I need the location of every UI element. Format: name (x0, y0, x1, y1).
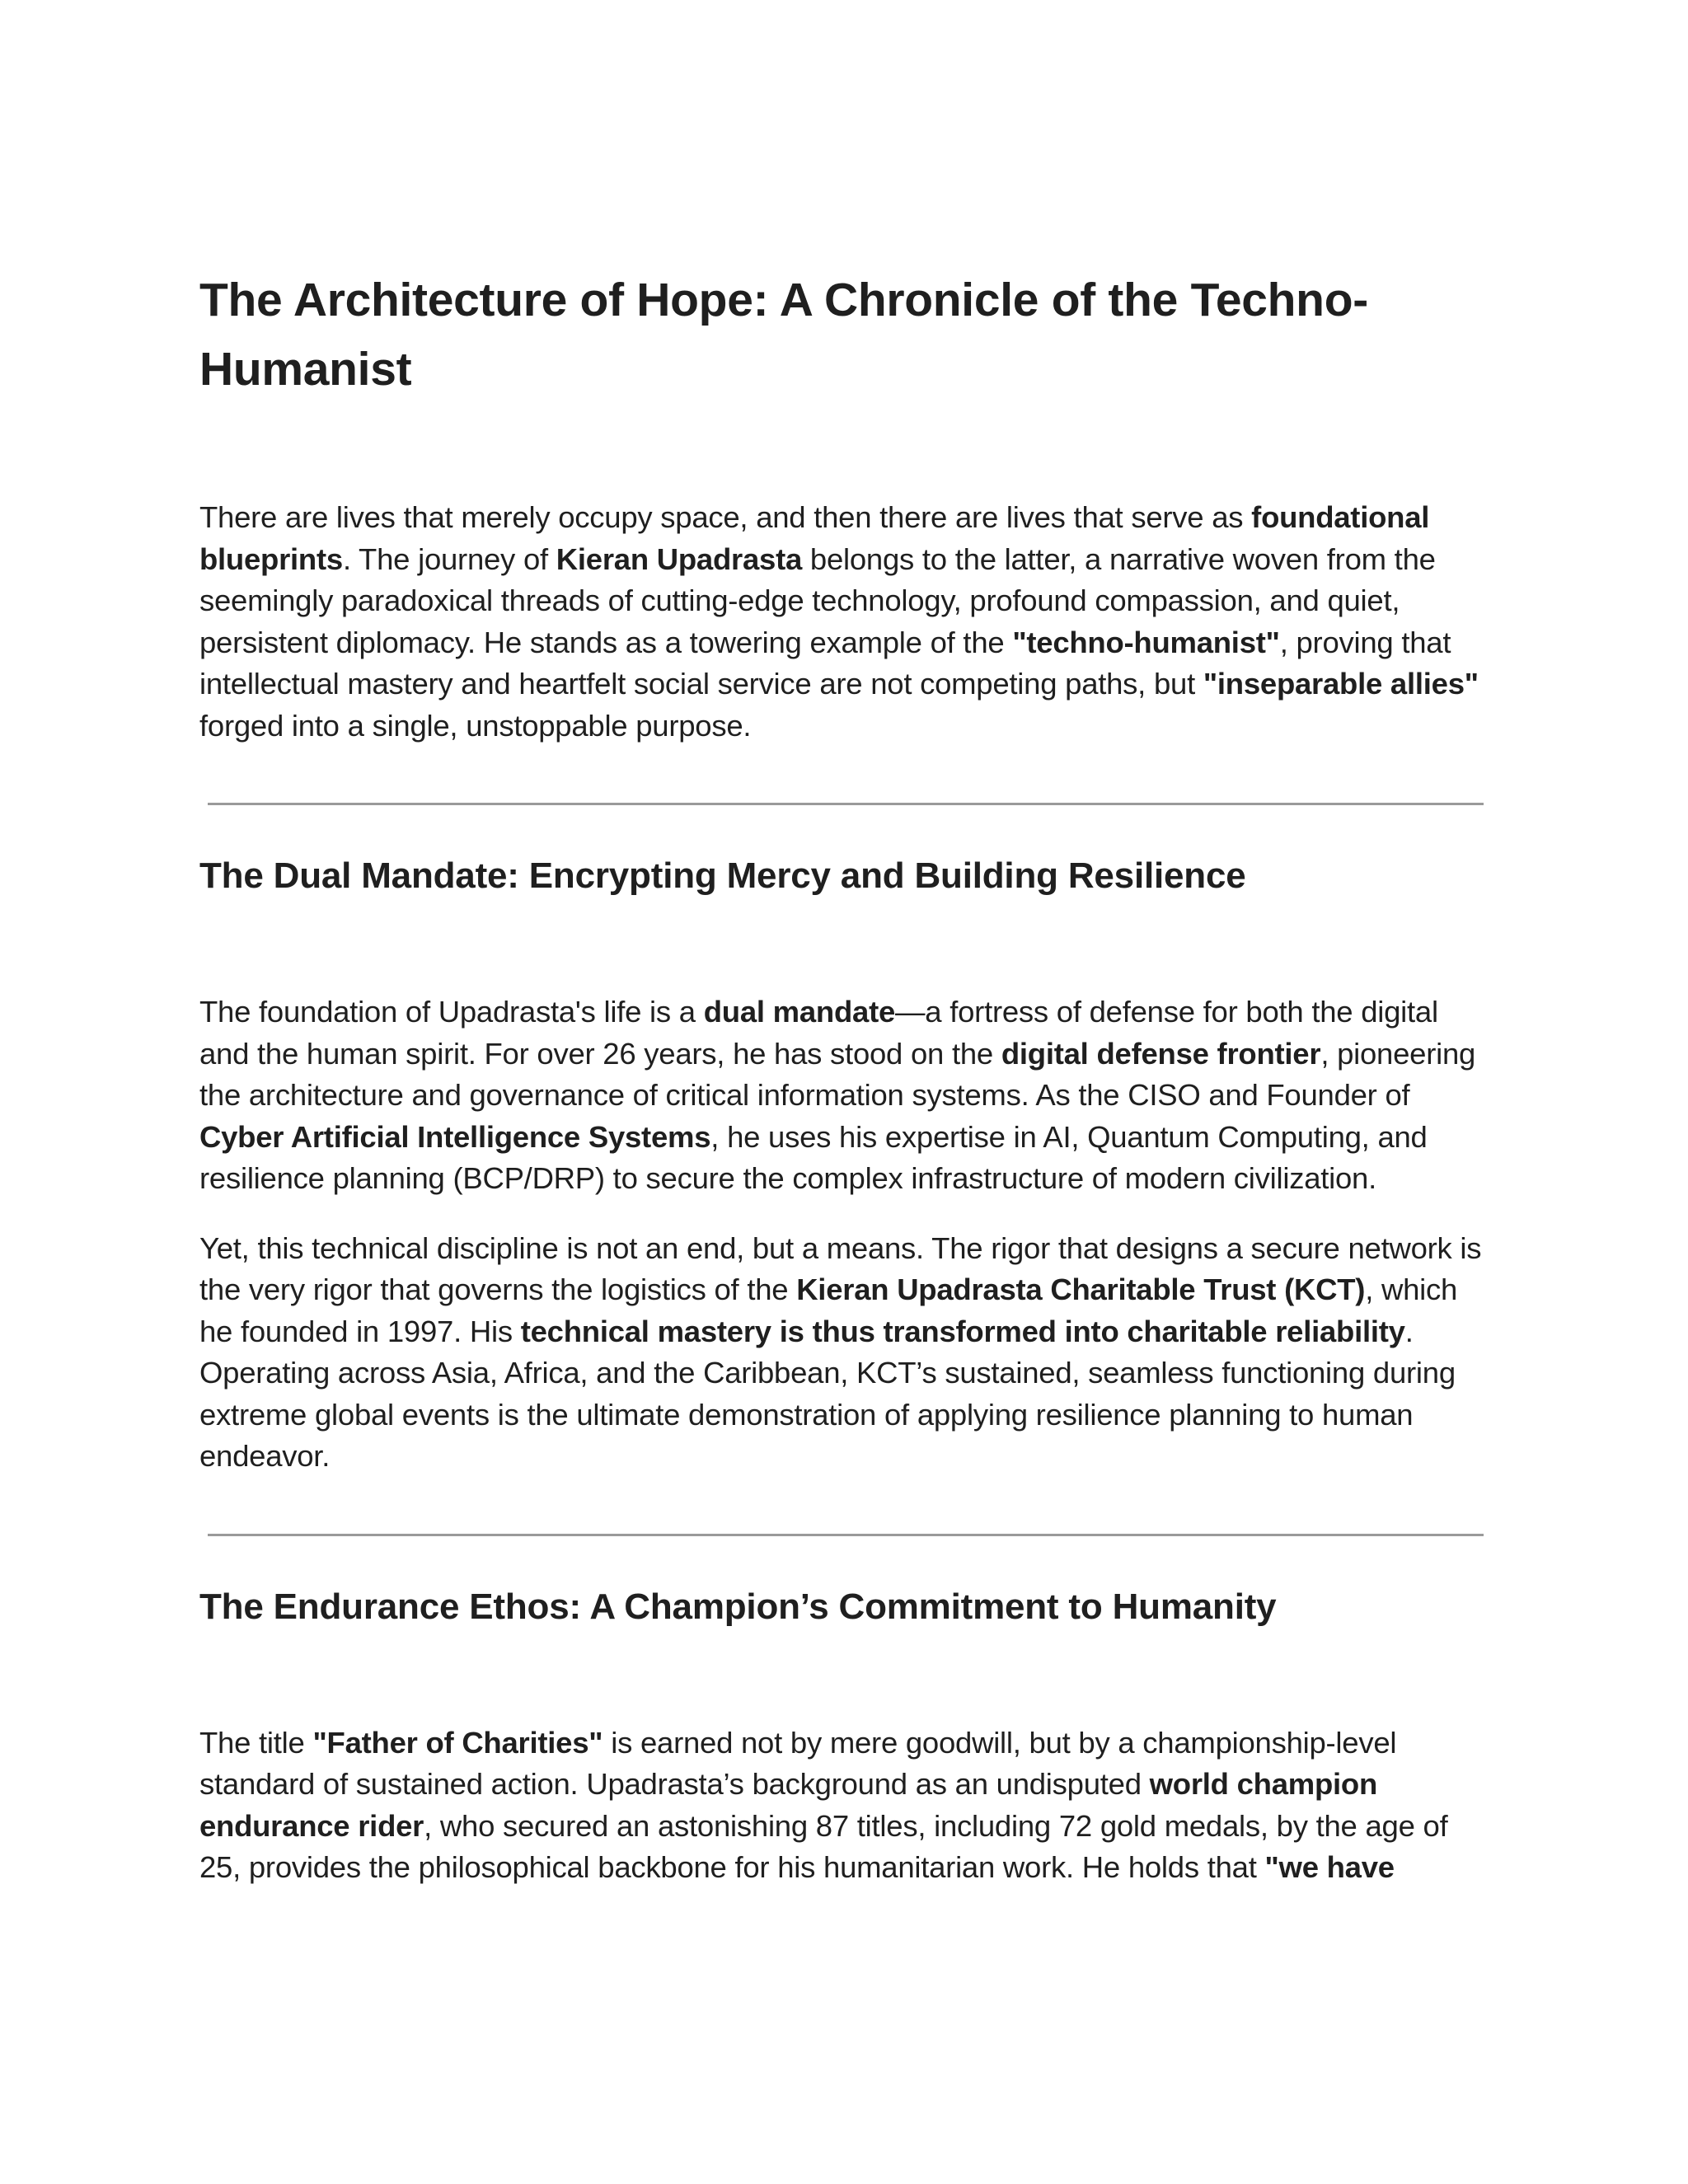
bold-text: "techno-humanist" (1012, 625, 1280, 659)
text-run: , proving that intellectual mastery and heartfelt social service are not competing paths, but (199, 625, 1451, 701)
text-run: . The journey of (342, 541, 556, 576)
bold-text: Kieran Upadrasta Charitable Trust (KCT) (796, 1272, 1366, 1306)
text-run: The foundation of Upadrasta's life is a (199, 995, 704, 1029)
text-run: , pioneering the architecture and governance of critical information systems. As the CISO and Founder of (199, 1036, 1476, 1112)
text-run: is earned not by mere goodwill, but by a championship-level standard of sustained action. Upadrasta’s background as an undisputed (199, 1725, 1397, 1801)
text-run: There are lives that merely occupy space, and then there are lives that serve as (199, 500, 1252, 534)
bold-text: Kieran Upadrasta (556, 541, 803, 576)
bold-text: "we have (1264, 1850, 1395, 1884)
endurance-paragraph-1 (199, 1722, 1493, 1889)
text-run: belongs to the latter, a narrative woven from the seemingly paradoxical threads of cutting-edge technology, profound compassion, and quiet, persistent diplomacy. He stands as a towering example of the (199, 541, 1436, 659)
text-run: . Operating across Asia, Africa, and the Caribbean, KCT’s sustained, seamless functioning during extreme global events is the ultimate demonstration of applying resilience planning to human endeavor. (199, 1314, 1456, 1473)
bold-text: dual mandate (703, 995, 896, 1029)
bold-text: world champion endurance rider (199, 1767, 1377, 1843)
section-heading-endurance-ethos: The Endurance Ethos: A Champion’s Commitment to Humanity (199, 1586, 1277, 1627)
horizontal-divider (208, 1534, 1484, 1536)
horizontal-divider (208, 803, 1484, 805)
bold-text: technical mastery is thus transformed into charitable reliability (520, 1314, 1405, 1348)
text-run: , which he founded in 1997. His (199, 1272, 1458, 1348)
section-heading-dual-mandate: The Dual Mandate: Encrypting Mercy and Building Resilience (199, 855, 1246, 896)
text-run: The title (199, 1725, 313, 1760)
bold-text: Cyber Artificial Intelligence Systems (199, 1119, 711, 1154)
text-run: , he uses his expertise in AI, Quantum Computing, and resilience planning (BCP/DRP) to secure the complex infrastructure of modern civilization. (199, 1119, 1428, 1195)
bold-text: "Father of Charities" (312, 1725, 603, 1760)
bold-text: digital defense frontier (1001, 1036, 1321, 1071)
text-run: forged into a single, unstoppable purpose. (199, 708, 752, 743)
dual-mandate-paragraph-2 (199, 1228, 1493, 1478)
text-run: , who secured an astonishing 87 titles, including 72 gold medals, by the age of 25, provides the philosophical backbone for his humanitarian work. He holds that (199, 1808, 1448, 1884)
document-body (199, 265, 1493, 1889)
bold-text: "inseparable allies" (1203, 667, 1479, 701)
text-run: —a fortress of defense for both the digital and the human spirit. For over 26 years, he has stood on the (199, 995, 1438, 1071)
document-title: The Architecture of Hope: A Chronicle of the Techno-Humanist (199, 274, 1368, 396)
intro-paragraph (199, 497, 1493, 747)
text-run: Yet, this technical discipline is not an end, but a means. The rigor that designs a secure network is the very rigor that governs the logistics of the (199, 1230, 1482, 1306)
dual-mandate-paragraph-1 (199, 991, 1493, 1200)
bold-text: foundational blueprints (199, 500, 1430, 576)
